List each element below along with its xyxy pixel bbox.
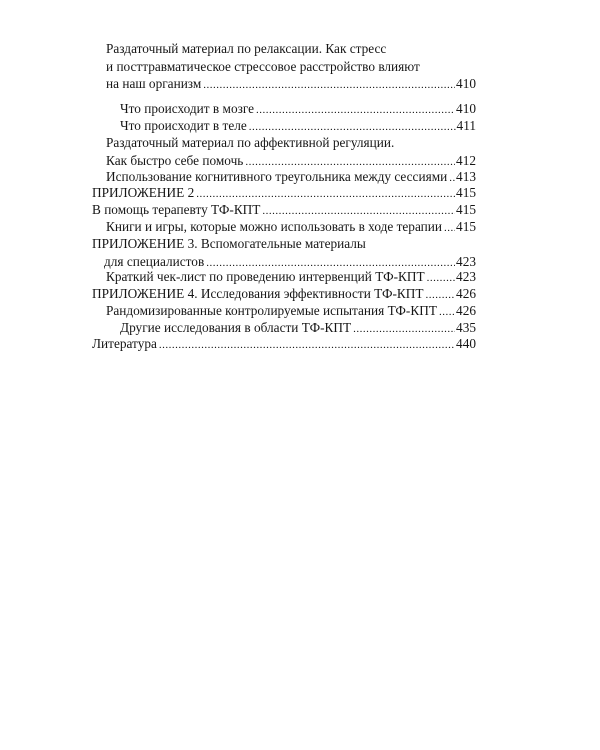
toc-entry bbox=[92, 235, 476, 270]
toc-entry bbox=[92, 285, 476, 303]
toc-entry-title: ПРИЛОЖЕНИЕ 2 bbox=[92, 185, 195, 200]
toc-entry-title: Литература bbox=[92, 336, 157, 351]
toc-page-number: 415 bbox=[456, 185, 476, 200]
toc-page-number: 423 bbox=[456, 269, 476, 284]
toc-page-number: 411 bbox=[456, 118, 476, 133]
dot-leader bbox=[203, 77, 455, 94]
toc-entry bbox=[120, 117, 476, 135]
toc-entry-title: Что происходит в мозге bbox=[120, 101, 255, 116]
toc-entry bbox=[92, 184, 476, 202]
toc-entry-line: ПРИЛОЖЕНИЕ 3. Вспомогательные материалы bbox=[92, 236, 366, 251]
toc-entry bbox=[120, 100, 476, 118]
toc-entry-title: Краткий чек-лист по проведению интервенций ТФ-КПТ bbox=[106, 269, 425, 284]
toc-entry bbox=[106, 168, 476, 186]
toc-page-number: 410 bbox=[456, 101, 476, 116]
toc-page-number: 415 bbox=[456, 219, 476, 234]
toc-page-number: 412 bbox=[456, 152, 476, 168]
toc-entry-title: Использование когнитивного треугольника между сессиями bbox=[106, 169, 448, 184]
toc-page-number: 423 bbox=[456, 253, 476, 269]
toc-entry bbox=[92, 201, 476, 219]
toc-entry bbox=[106, 134, 476, 169]
toc-entry-line: и посттравматическое стрессовое расстройство влияют bbox=[106, 58, 420, 74]
toc-page-number: 435 bbox=[456, 320, 476, 335]
toc-entry bbox=[92, 335, 476, 353]
toc-entry bbox=[106, 218, 476, 236]
toc-entry-title: В помощь терапевту ТФ-КПТ bbox=[92, 202, 261, 217]
toc-entry-title: Книги и игры, которые можно использовать в ходе терапии bbox=[106, 219, 443, 234]
toc-page-number: 426 bbox=[456, 286, 476, 301]
toc-entry-title: ПРИЛОЖЕНИЕ 4. Исследования эффективности ТФ-КПТ bbox=[92, 286, 424, 301]
toc-page-number: 440 bbox=[456, 336, 476, 351]
toc-page-number: 426 bbox=[456, 303, 476, 318]
toc-entry-title: Другие исследования в области ТФ-КПТ bbox=[120, 320, 352, 335]
toc-entry bbox=[120, 319, 476, 337]
toc-entry bbox=[106, 268, 476, 286]
toc-entry-title: для специалистов bbox=[104, 253, 205, 269]
toc-entry bbox=[106, 302, 476, 320]
dot-leader bbox=[159, 337, 455, 354]
toc-page-number: 415 bbox=[456, 202, 476, 217]
toc-entry-title: Как быстро себе помочь bbox=[106, 152, 244, 168]
toc-entry-title: Рандомизированные контролируемые испытания ТФ-КПТ bbox=[106, 303, 437, 318]
toc-entry bbox=[106, 40, 476, 93]
toc-page-number: 413 bbox=[456, 169, 476, 184]
toc-entry-title: Что происходит в теле bbox=[120, 118, 247, 133]
toc-entry-line: Раздаточный материал по релаксации. Как стресс bbox=[106, 41, 387, 56]
toc-entry-title: на наш организм bbox=[106, 76, 202, 91]
toc-entry-line: Раздаточный материал по аффективной регуляции. bbox=[106, 135, 395, 150]
toc-page-number: 410 bbox=[456, 76, 476, 91]
